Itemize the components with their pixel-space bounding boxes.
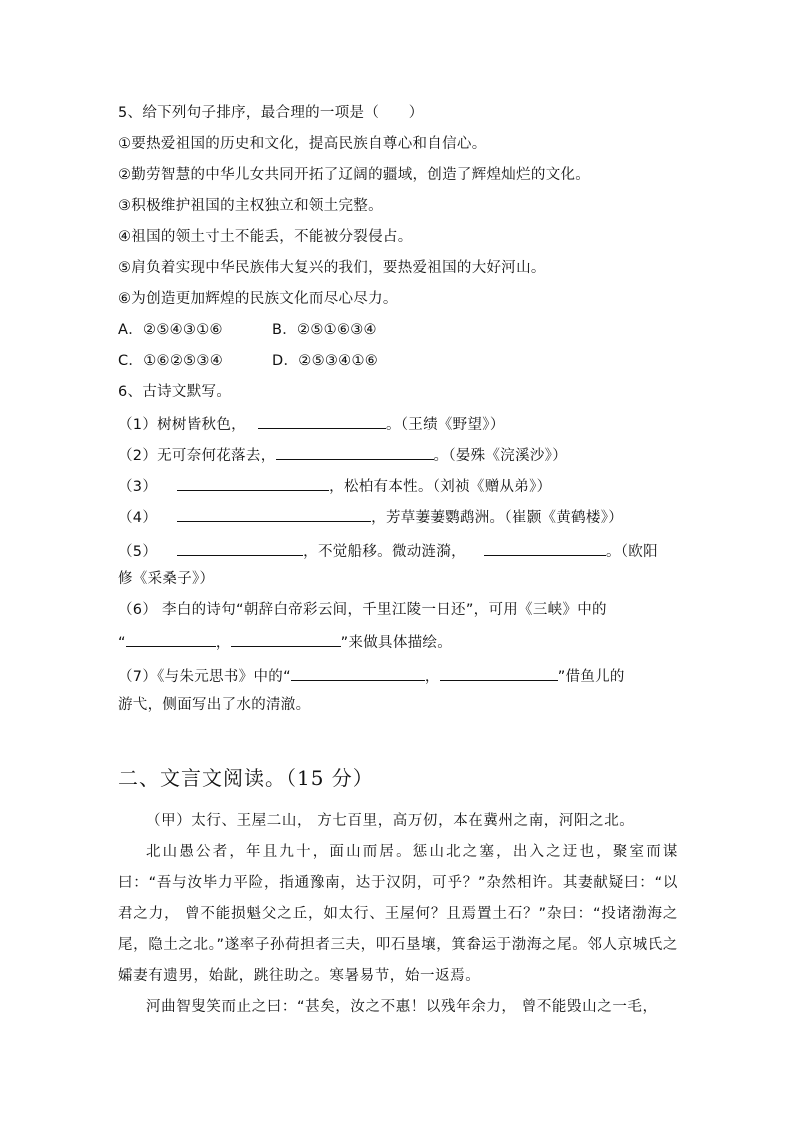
q6-6-comma: ， — [215, 635, 231, 651]
q6-1-prompt: （1）树树皆秋色， — [118, 417, 246, 433]
q6-5-tail: 。（欧阳 — [605, 544, 658, 560]
q6-6-open-quote: “ — [118, 635, 126, 651]
q6-line-3 — [118, 475, 551, 497]
answer-blank[interactable] — [276, 444, 434, 460]
q6-1-source: 。（王绩《野望》） — [385, 417, 505, 433]
q5-item-1: ①要热爱祖国的历史和文化，提高民族自尊心和自信心。 — [118, 136, 487, 152]
q6-6-tail: ”来做具体描绘。 — [340, 635, 453, 651]
q5-option-b: B．②⑤①⑥③④ — [272, 322, 377, 338]
q6-5-mid: ，不觉船移。微动涟漪， — [303, 544, 466, 560]
q6-4-rest: ，芳草萋萋鹦鹉洲。（崔颢《黄鹤楼》） — [371, 510, 624, 526]
q6-5-cont: 修《采桑子》） — [118, 571, 215, 587]
answer-blank[interactable] — [291, 665, 425, 681]
q5-item-6: ⑥为创造更加辉煌的民族文化而尽心尽力。 — [118, 291, 398, 307]
q6-line-7 — [118, 665, 625, 687]
answer-blank[interactable] — [258, 413, 386, 429]
answer-blank[interactable] — [126, 631, 216, 647]
q6-7-prompt: （7）《与朱元思书》中的“ — [118, 669, 291, 685]
q5-option-a: A．②⑤④③①⑥ — [118, 322, 223, 338]
section-2-title: 二、文言文阅读。（15 分） — [118, 766, 374, 790]
answer-blank[interactable] — [231, 631, 341, 647]
q6-line-6-cont — [118, 631, 452, 653]
answer-blank[interactable] — [177, 540, 303, 556]
answer-blank[interactable] — [440, 665, 558, 681]
passage-para-2: 北山愚公者，年且九十，面山而居。惩山北之塞，出入之迂也，聚室而谋曰：“吾与汝毕力平险，指通豫南，达于汉阴，可乎？”杂然相许。其妻献疑曰：“以君之力， 曾不能损魁父之丘，如太行、王屋何？且焉置土石？”杂曰：“投诸渤海之尾，隐土之北。”遂率子孙荷担者三夫，叩石垦壤，箕畚运于渤海之尾。邻人京城氏之孀妻有遗男，始龀，跳往助之。寒暑易节，始一返焉。 — [118, 844, 678, 984]
q6-3-num: （3） — [118, 479, 158, 495]
q6-line-4 — [118, 506, 623, 528]
q6-line-6: （6） 李白的诗句“朝辞白帝彩云间，千里江陵一日还”，可用《三峡》中的 — [118, 602, 607, 618]
q6-line-2 — [118, 444, 567, 466]
q6-line-5 — [118, 540, 658, 562]
q6-line-1 — [118, 413, 505, 435]
answer-blank[interactable] — [177, 475, 329, 491]
q6-7-comma: ， — [424, 669, 440, 685]
q5-item-2: ②勤劳智慧的中华儿女共同开拓了辽阔的疆域，创造了辉煌灿烂的文化。 — [118, 167, 591, 183]
passage-para-3: 河曲智叟笑而止之曰：“甚矣，汝之不惠！以残年余力， 曾不能毁山之一毛， — [146, 999, 658, 1015]
q6-7-tail: ”借鱼儿的 — [557, 669, 625, 685]
q5-item-4: ④祖国的领土寸土不能丢，不能被分裂侵占。 — [118, 229, 413, 245]
passage-para-1: （甲）太行、王屋二山， 方七百里，高万仞，本在冀州之南，河阳之北。 — [146, 813, 635, 829]
q5-item-3: ③积极维护祖国的主权独立和领土完整。 — [118, 198, 383, 214]
q5-option-d: D．②⑤③④①⑥ — [272, 353, 379, 369]
q6-2-prompt: （2）无可奈何花落去， — [118, 448, 276, 464]
q5-stem: 5、给下列句子排序，最合理的一项是（ ） — [118, 105, 424, 121]
q6-3-rest: ，松柏有本性。（刘祯《赠从弟》） — [329, 479, 552, 495]
answer-blank[interactable] — [484, 540, 606, 556]
q6-stem: 6、古诗文默写。 — [118, 384, 232, 400]
q5-option-c: C．①⑥②⑤③④ — [118, 353, 224, 369]
answer-blank[interactable] — [177, 506, 371, 522]
q6-7-cont: 游弋，侧面写出了水的清澈。 — [118, 697, 311, 713]
q6-4-num: （4） — [118, 510, 158, 526]
q6-2-source: 。（晏殊《浣溪沙》） — [433, 448, 568, 464]
q6-5-num: （5） — [118, 544, 158, 560]
q5-item-5: ⑤肩负着实现中华民族伟大复兴的我们，要热爱祖国的大好河山。 — [118, 260, 546, 276]
